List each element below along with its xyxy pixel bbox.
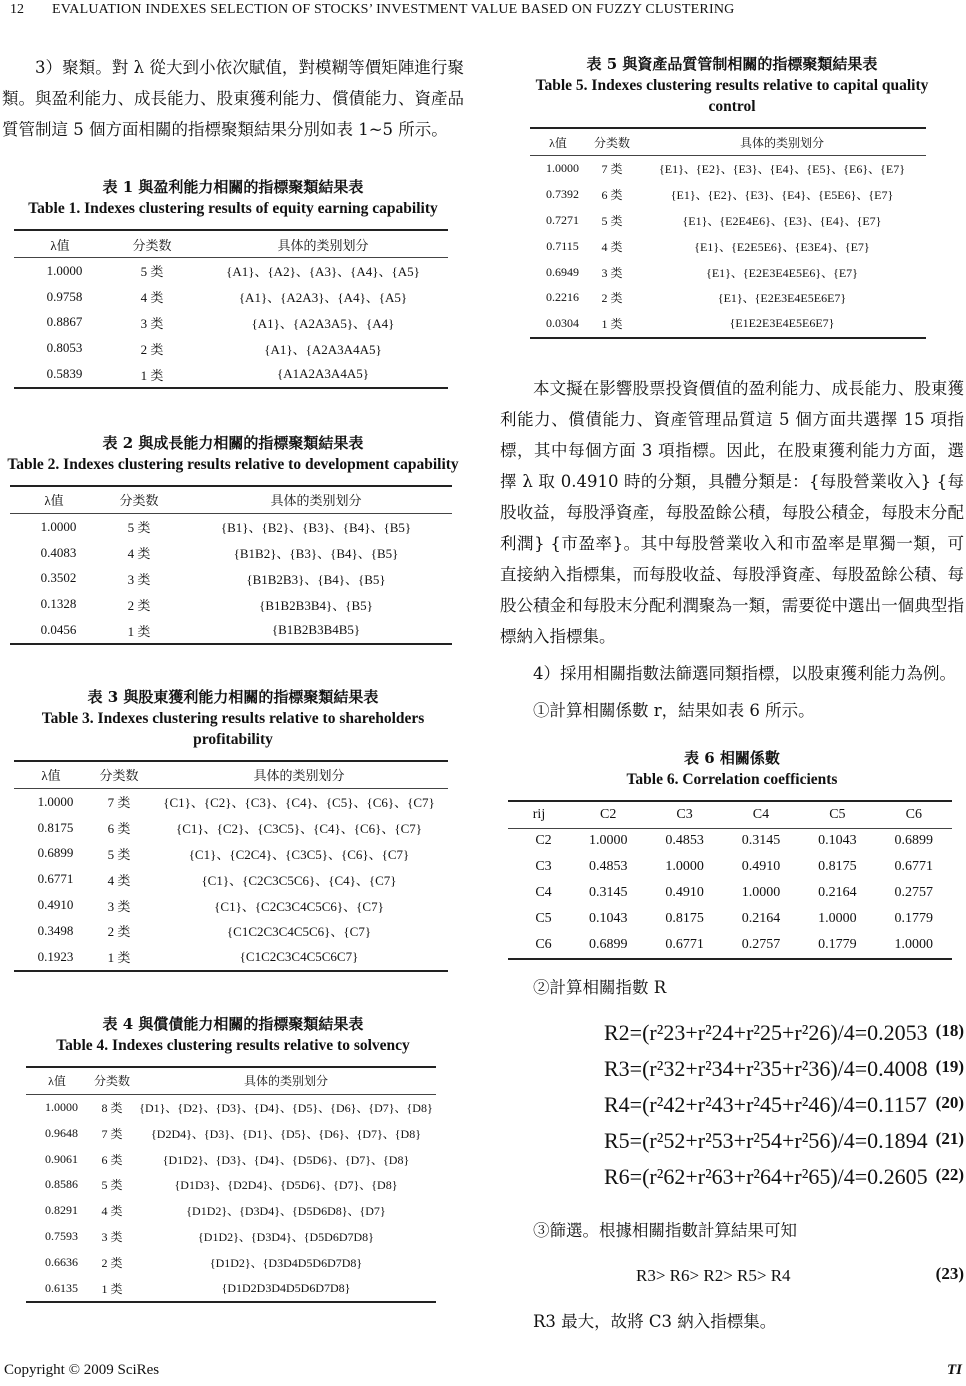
table-cell: 3 类 (107, 898, 131, 914)
table-row (14, 310, 448, 336)
table-cell: 2 类 (601, 291, 623, 306)
table-cell: {D1D2}、{D3}、{D4}、{D5D6}、{D7}、{D8} (162, 1152, 410, 1167)
table-cell: 2 类 (140, 341, 164, 357)
table-cell: 3 类 (127, 571, 151, 587)
rank-equation: R3> R6> R2> R5> R4 (636, 1265, 791, 1285)
column-header: 分类数 (98, 486, 180, 514)
table-cell: 1.0000 (818, 910, 857, 926)
table-cell: {A1}、{A2A3}、{A4}、{A5} (238, 290, 408, 306)
table5-caption-cn: 表 5 與資產品質管制相關的指標聚類結果表 (586, 55, 878, 73)
table-row (26, 1224, 436, 1250)
table-row (14, 361, 448, 388)
table-cell: 4 类 (101, 1204, 123, 1219)
table6-correlation (508, 800, 952, 960)
running-header (0, 0, 966, 22)
column-header: 分类数 (586, 128, 638, 156)
table-cell: 0.3502 (40, 570, 77, 586)
table-cell: 0.6899 (894, 833, 934, 849)
table-row (14, 335, 448, 361)
table-cell: {E1}、{E2E3E4E5E6E7} (717, 291, 847, 306)
journal-abbrev: TI (947, 1362, 962, 1378)
paragraph-conclusion: R3 最大，故將 C3 納入指標集。 (533, 1311, 777, 1331)
table-cell: 0.8175 (37, 819, 74, 835)
page-footer (0, 1362, 966, 1384)
table-cell: 1.0000 (45, 1099, 78, 1114)
column-header: C4 (723, 801, 799, 829)
table-cell: 0.8175 (665, 910, 704, 926)
table6-caption-cn: 表 6 相關係數 (684, 748, 780, 767)
column-header: λ值 (14, 761, 88, 789)
table-cell: 6 类 (107, 821, 131, 837)
table-cell: {B1B2B3B4}、{B5} (259, 597, 373, 613)
table-row (26, 1275, 436, 1302)
column-header: C6 (876, 801, 952, 829)
table-row (14, 944, 448, 971)
table-row (14, 866, 448, 892)
table-cell: 4 类 (127, 546, 151, 562)
table-cell: 0.8053 (46, 340, 83, 356)
equation-number: (21) (935, 1128, 964, 1148)
table-cell: 7 类 (101, 1126, 123, 1141)
table-cell: 0.0456 (10, 617, 98, 644)
table-cell: 7 类 (107, 795, 131, 811)
table-row (530, 285, 926, 311)
table-cell: {A1}、{A2A3A5}、{A4} (251, 315, 395, 331)
table-cell: 0.1043 (818, 833, 857, 849)
table-cell: 0.7115 (546, 238, 579, 253)
table-cell: 8 类 (101, 1100, 123, 1115)
table-cell: 7 类 (601, 162, 623, 177)
equation-row (500, 1161, 964, 1197)
table-cell: 4 类 (140, 290, 164, 306)
table-row (26, 1249, 436, 1275)
table-row (14, 841, 448, 867)
table-row (26, 1094, 436, 1120)
column-header: rij (508, 801, 570, 829)
column-header: 分类数 (88, 761, 150, 789)
table-cell: 0.1923 (14, 944, 88, 971)
table-row (14, 258, 448, 284)
equation: R6=(r²62+r²63+r²64+r²65)/4=0.2605 (604, 1163, 928, 1189)
table-cell: {D1D2}、{D3D4}、{D5D6D7D8} (198, 1229, 374, 1244)
table-row (26, 1146, 436, 1172)
paragraph-step4: 4）採用相關指數法篩選同類指標，以股東獲利能力為例。 (533, 663, 956, 683)
table-cell: 1.0000 (546, 161, 579, 176)
table-cell: {B1B2}、{B3}、{B4}、{B5} (233, 546, 399, 562)
table-row (508, 854, 952, 880)
table3-caption-en: Table 3. Indexes clustering results relative to shareholders profitability (41, 709, 425, 748)
table-row (508, 880, 952, 906)
table-cell: 0.2164 (741, 910, 781, 926)
table-cell: 0.1779 (894, 910, 934, 926)
equations-block (500, 1017, 964, 1197)
paragraph-step-r: ①計算相關係數 r，結果如表 6 所示。 (533, 700, 815, 720)
table-row (14, 892, 448, 918)
table-row (14, 918, 448, 944)
table6-caption-en: Table 6. Correlation coefficients (626, 770, 838, 788)
column-header: 具体的类别划分 (136, 1067, 436, 1095)
table-row (508, 828, 952, 854)
table-header-row (14, 761, 448, 789)
table-cell: 0.2757 (723, 932, 799, 959)
table-cell: 0.9061 (45, 1151, 78, 1166)
table-cell: 0.8175 (818, 859, 857, 875)
table5 (530, 127, 926, 339)
table4-caption-en: Table 4. Indexes clustering results relative to solvency (56, 1036, 410, 1054)
paragraph-index-selection: 本文擬在影響股票投資價值的盈利能力、成長能力、股東獲利能力、償債能力、資產管理品質這 5 個方面共選擇 15 項指標，其中每個方面 3 項指標。因此，在股東獲利能力方面，選擇 λ 取 0.4910 時的分類，具體分類是：{每股營業收入} {每股收益，每股淨資產，每股盈餘公積，每股公積金，每股末分配利潤} {市盈率}。其中每股營業收入和市盈率是單獨一類，可直接納入指標集，而每股收益、每股淨資產、每股盈餘公積、每股公積金和每股末分配利潤聚為一類，需要從中選出一個典型指標納入指標集。 (500, 378, 964, 646)
table-row (14, 788, 448, 814)
table-row (10, 617, 452, 644)
table-cell: 0.1779 (799, 932, 875, 959)
equation: R2=(r²23+r²24+r²25+r²26)/4=0.2053 (604, 1019, 928, 1045)
table-cell: {D1D2}、{D3D4}、{D5D6D8}、{D7} (186, 1204, 386, 1219)
table-row (530, 233, 926, 259)
table-cell: 2 类 (107, 924, 131, 940)
table2-caption-en: Table 2. Indexes clustering results relative to development capability (7, 455, 459, 473)
table-cell: 0.1328 (40, 596, 77, 612)
column-header: 分类数 (106, 230, 198, 258)
table-cell: {D1}、{D2}、{D3}、{D4}、{D5}、{D6}、{D7}、{D8} (139, 1100, 433, 1115)
table-cell: 0.9758 (46, 288, 83, 304)
table-cell: 0.3145 (741, 833, 781, 849)
table-header-row (530, 128, 926, 156)
running-title: EVALUATION INDEXES SELECTION OF STOCKS’ INVESTMENT VALUE BASED ON FUZZY CLUSTERING (52, 2, 735, 17)
table-cell: C3 (535, 859, 552, 875)
column-header: 具体的类别划分 (198, 230, 448, 258)
table-cell: {D1D2D3D4D5D6D7D8} (136, 1275, 436, 1302)
table-cell: 6 类 (601, 188, 623, 203)
table-cell: C2 (535, 833, 552, 849)
table-row (14, 284, 448, 310)
column-header: λ值 (14, 230, 106, 258)
table-cell: {D2D4}、{D3}、{D1}、{D5}、{D6}、{D7}、{D8} (151, 1126, 421, 1141)
table-cell: {C1}、{C2}、{C3}、{C4}、{C5}、{C6}、{C7} (163, 795, 435, 811)
table-row (10, 513, 452, 539)
table-row (530, 208, 926, 234)
table-row (10, 566, 452, 592)
paragraph-step-R: ②計算相關指數 R (533, 977, 667, 997)
table1 (14, 229, 448, 389)
table-cell: C6 (508, 932, 570, 959)
table-cell: 1.0000 (665, 859, 704, 875)
page-number: 12 (10, 2, 24, 17)
equation-row (500, 1017, 964, 1053)
table-cell: 2 类 (127, 597, 151, 613)
table5-caption-en: Table 5. Indexes clustering results relative to capital quality control (535, 77, 929, 115)
table-cell: {C1C2C3C4C5C6C7} (150, 944, 448, 971)
table-cell: 0.4083 (40, 544, 77, 560)
table-cell: 0.6949 (546, 264, 579, 279)
table-cell: {B1B2B3B4B5} (180, 617, 452, 644)
table-cell: {C1}、{C2C4}、{C3C5}、{C6}、{C7} (188, 846, 410, 862)
table-cell: 0.6899 (570, 932, 646, 959)
table-cell: 0.3145 (588, 885, 628, 901)
table-header-row (14, 230, 448, 258)
table-cell: 0.7593 (45, 1228, 78, 1243)
table-cell: 1.0000 (40, 518, 77, 534)
table-cell: 5 类 (101, 1178, 123, 1193)
column-header: 具体的类别划分 (180, 486, 452, 514)
table-cell: {B1B2B3}、{B4}、{B5} (246, 571, 386, 587)
table-cell: {A1A2A3A4A5} (198, 361, 448, 388)
table-cell: 3 类 (101, 1229, 123, 1244)
table-row (530, 156, 926, 182)
right-column (500, 40, 964, 1337)
table1-caption-en: Table 1. Indexes clustering results of equity earning capability (28, 200, 438, 217)
table-row (530, 311, 926, 338)
table-row (14, 815, 448, 841)
table-cell: 1.0000 (37, 793, 74, 809)
table-cell: {E1}、{E2E3E4E5E6}、{E7} (706, 265, 858, 280)
table-cell: 0.1043 (588, 910, 628, 926)
rank-equation-row (500, 1260, 964, 1296)
table3 (14, 760, 448, 972)
table-cell: 0.6771 (894, 859, 934, 875)
table-row (508, 932, 952, 959)
table-cell: {C1}、{C2}、{C3C5}、{C4}、{C6}、{C7} (175, 821, 423, 837)
left-column (2, 40, 464, 1303)
table-cell: 1 类 (88, 1275, 136, 1302)
table-cell: {A1}、{A2}、{A3}、{A4}、{A5} (226, 264, 420, 280)
equation-row (500, 1125, 964, 1161)
equation-row (500, 1089, 964, 1125)
table-header-row (26, 1067, 436, 1095)
table-cell: {B1}、{B2}、{B3}、{B4}、{B5} (220, 520, 412, 536)
table-cell: {C1}、{C2C3C4C5C6}、{C7} (214, 898, 384, 914)
table-row (26, 1120, 436, 1146)
table-cell: 0.4910 (665, 885, 704, 901)
table3-caption-cn: 表 3 與股東獲利能力相關的指標聚類結果表 (87, 687, 379, 706)
rank-equation-number: (23) (935, 1263, 964, 1283)
column-header: C5 (799, 801, 875, 829)
table-cell: {E1}、{E2E5E6}、{E3E4}、{E7} (694, 239, 870, 254)
table-cell: 0.7392 (546, 187, 579, 202)
table-cell: 1 类 (586, 311, 638, 338)
table-cell: 5 类 (601, 213, 623, 228)
table-cell: C4 (535, 885, 552, 901)
table-cell: 0.4910 (37, 897, 74, 913)
column-header: 具体的类别划分 (638, 128, 926, 156)
intro-paragraph: 3）聚類。對 λ 從大到小依次賦值，對模糊等價矩陣進行聚類。與盈利能力、成長能力、股東獲利能力、償債能力、資產品質管制這 5 個方面相關的指標聚類結果分別如表 1~5 所示。 (2, 58, 464, 139)
column-header: C2 (570, 801, 646, 829)
table-cell: 0.6771 (37, 871, 74, 887)
table-cell: 5 类 (140, 264, 164, 280)
table-cell: 0.6135 (26, 1275, 88, 1302)
table-row (26, 1198, 436, 1224)
table-cell: 4 类 (601, 239, 623, 254)
table-row (10, 540, 452, 566)
table-cell: 0.6771 (646, 932, 722, 959)
table-cell: 0.2757 (894, 885, 934, 901)
column-header: λ值 (26, 1067, 88, 1095)
table-row (10, 591, 452, 617)
table-cell: 1 类 (98, 617, 180, 644)
table-cell: 0.4853 (588, 859, 628, 875)
column-header: 分类数 (88, 1067, 136, 1095)
equation-number: (19) (935, 1056, 964, 1076)
table-row (530, 182, 926, 208)
equation-number: (22) (935, 1164, 964, 1184)
table-cell: 5 类 (107, 846, 131, 862)
table-cell: 1 类 (88, 944, 150, 971)
table-cell: 0.8867 (46, 314, 83, 330)
table-cell: {E1E2E3E4E5E6E7} (638, 311, 926, 338)
table-cell: 1.0000 (588, 833, 628, 849)
column-header: C3 (646, 801, 722, 829)
table-cell: 0.2216 (546, 290, 579, 305)
table-cell: 1.0000 (876, 932, 952, 959)
column-header: λ值 (530, 128, 586, 156)
equation-number: (18) (935, 1020, 964, 1040)
table-cell: 0.4910 (741, 859, 781, 875)
table-row (26, 1172, 436, 1198)
table-cell: 5 类 (127, 520, 151, 536)
table-cell: 0.2164 (818, 885, 857, 901)
column-header: λ值 (10, 486, 98, 514)
table-cell: 1.0000 (46, 262, 83, 278)
table-header-row (508, 801, 952, 829)
table-header-row (10, 486, 452, 514)
copyright-text: Copyright © 2009 SciRes (4, 1362, 160, 1378)
equation: R5=(r²52+r²53+r²54+r²56)/4=0.1894 (604, 1127, 928, 1153)
table-cell: {D1D3}、{D2D4}、{D5D6}、{D7}、{D8} (174, 1178, 398, 1193)
table-cell: {E1}、{E2}、{E3}、{E4}、{E5E6}、{E7} (670, 188, 894, 203)
table-cell: C5 (535, 910, 552, 926)
table-cell: 0.5839 (14, 361, 106, 388)
equation: R3=(r²32+r²34+r²35+r²36)/4=0.4008 (604, 1055, 928, 1081)
table-cell: 0.7271 (546, 212, 579, 227)
table-row (530, 259, 926, 285)
table-cell: {C1}、{C2C3C5C6}、{C4}、{C7} (201, 872, 397, 888)
table-cell: 1.0000 (741, 885, 781, 901)
table-cell: 1 类 (106, 361, 198, 388)
table4 (26, 1066, 436, 1303)
table-cell: 2 类 (101, 1255, 123, 1270)
table-cell: 0.8291 (45, 1203, 78, 1218)
equation-number: (20) (935, 1092, 964, 1112)
table-cell: 0.8586 (45, 1177, 78, 1192)
paragraph-step-filter: ③篩選。根據相關指數計算結果可知 (533, 1220, 797, 1240)
table-cell: 0.6899 (37, 845, 74, 861)
table4-caption-cn: 表 4 與償債能力相關的指標聚類結果表 (102, 1014, 364, 1033)
equation-row (500, 1053, 964, 1089)
table-cell: 3 类 (140, 315, 164, 331)
table-cell: 0.4853 (665, 833, 704, 849)
equation: R4=(r²42+r²43+r²45+r²46)/4=0.1157 (604, 1091, 927, 1117)
table-cell: 6 类 (101, 1152, 123, 1167)
table2-caption-cn: 表 2 與成長能力相關的指標聚類結果表 (102, 433, 364, 452)
table-row (508, 906, 952, 932)
table-cell: 0.3498 (37, 922, 74, 938)
table-cell: 0.6636 (45, 1254, 78, 1269)
table-cell: 0.0304 (530, 311, 586, 338)
column-header: 具体的类别划分 (150, 761, 448, 789)
table-cell: {E1}、{E2E4E6}、{E3}、{E4}、{E7} (682, 213, 882, 228)
table1-caption-cn: 表 1 與盈利能力相關的指標聚類結果表 (102, 178, 364, 196)
table-cell: {D1D2}、{D3D4D5D6D7D8} (209, 1255, 363, 1270)
table2 (10, 485, 452, 645)
table-cell: 0.9648 (45, 1125, 78, 1140)
table-cell: {A1}、{A2A3A4A5} (264, 341, 382, 357)
table-cell: 3 类 (601, 265, 623, 280)
table-cell: {C1C2C3C4C5C6}、{C7} (226, 924, 372, 940)
table-cell: 4 类 (107, 872, 131, 888)
table-cell: {E1}、{E2}、{E3}、{E4}、{E5}、{E6}、{E7} (659, 162, 905, 177)
